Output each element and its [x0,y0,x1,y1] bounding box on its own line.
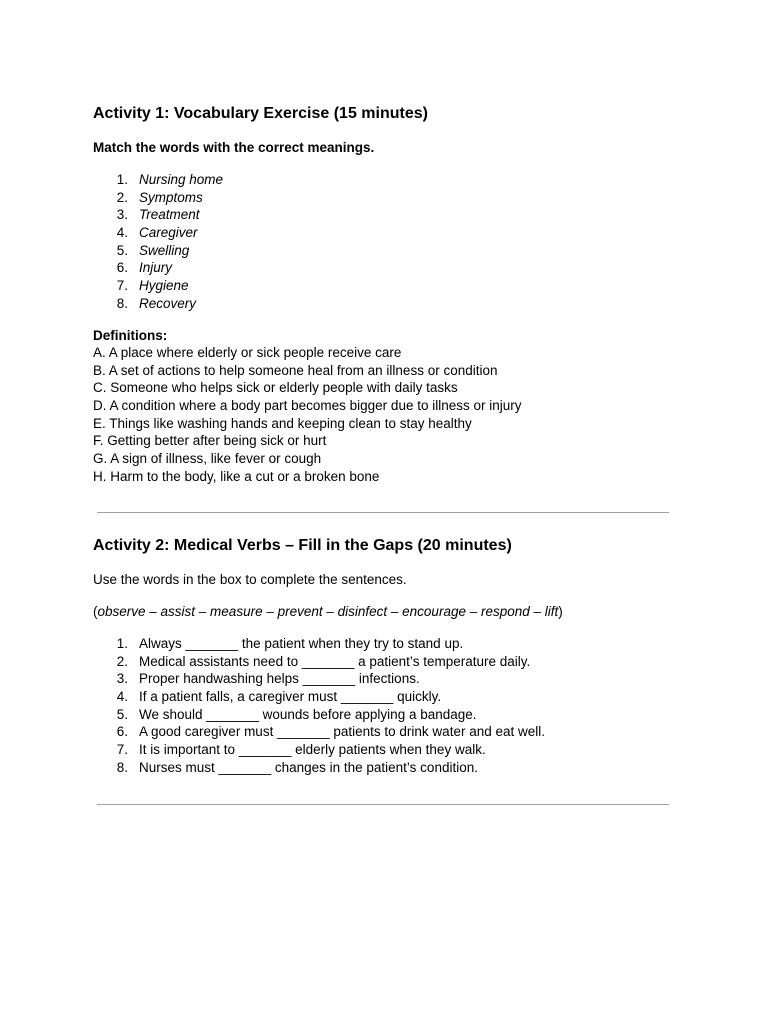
sentence-text: Proper handwashing helps _______ infections. [139,671,420,687]
list-item [93,277,223,295]
list-item [93,723,545,741]
word-box-words: observe – assist – measure – prevent – disinfect – encourage – respond – lift [97,604,559,619]
sentence-list [93,635,545,777]
vocabulary-word: Swelling [139,242,190,258]
list-number: 3. [116,671,128,687]
word-box-close-paren: ) [558,604,563,619]
list-item [93,706,545,724]
definition-item: C. Someone who helps sick or elderly people with daily tasks [93,380,458,396]
list-number: 1. [116,172,128,187]
list-number: 1. [116,636,128,651]
activity2-title: Activity 2: Medical Verbs – Fill in the Gaps (20 minutes) [93,537,512,554]
list-number: 5. [116,242,128,258]
list-number: 8. [116,759,128,775]
section-divider [97,804,669,805]
list-number: 2. [116,189,128,205]
list-item [93,224,223,242]
list-item [93,295,223,313]
list-number: 6. [116,260,128,276]
vocabulary-word: Hygiene [139,278,189,294]
list-item [93,759,545,777]
vocabulary-word: Injury [139,260,173,276]
activity1-title: Activity 1: Vocabulary Exercise (15 minutes) [93,105,428,122]
sentence-text: Nurses must _______ changes in the patient’s condition. [139,759,478,775]
list-number: 3. [116,207,128,223]
list-number: 7. [116,742,128,758]
activity2-instruction: Use the words in the box to complete the sentences. [93,572,407,587]
list-number: 7. [116,278,128,294]
list-item [93,670,545,688]
sentence-text: Always _______ the patient when they try to stand up. [139,636,464,651]
list-number: 2. [116,653,128,669]
definition-item: D. A condition where a body part becomes bigger due to illness or injury [93,398,522,414]
sentence-text: Medical assistants need to _______ a patient’s temperature daily. [139,653,531,669]
word-box-open-paren: ( [93,604,98,619]
activity1-instruction: Match the words with the correct meanings. [93,140,375,155]
list-item [93,242,223,260]
sentence-text: A good caregiver must _______ patients to drink water and eat well. [139,724,545,740]
word-box [93,603,563,621]
definition-item: F. Getting better after being sick or hurt [93,433,327,449]
definitions-list [93,344,522,486]
definition-item: E. Things like washing hands and keeping clean to stay healthy [93,415,472,431]
vocabulary-word-list [93,171,223,313]
definition-item: H. Harm to the body, like a cut or a broken bone [93,468,380,484]
vocabulary-word: Treatment [139,207,200,223]
list-item [93,653,545,671]
list-number: 4. [116,689,128,705]
sentence-text: If a patient falls, a caregiver must _______ quickly. [139,689,442,705]
list-number: 8. [116,295,128,311]
definition-item: B. A set of actions to help someone heal from an illness or condition [93,362,498,378]
vocabulary-word: Symptoms [139,189,203,205]
list-number: 6. [116,724,128,740]
list-item [93,688,545,706]
section-divider [97,512,669,513]
list-item [93,635,545,653]
sentence-text: We should _______ wounds before applying a bandage. [139,706,477,722]
list-item [93,206,223,224]
list-item [93,741,545,759]
definitions-heading: Definitions: [93,328,168,343]
vocabulary-word: Caregiver [139,225,198,241]
vocabulary-word: Nursing home [139,172,224,187]
list-item [93,171,223,189]
list-item [93,259,223,277]
sentence-text: It is important to _______ elderly patients when they walk. [139,742,486,758]
definition-item: G. A sign of illness, like fever or cough [93,451,322,467]
vocabulary-word: Recovery [139,295,197,311]
list-number: 5. [116,706,128,722]
list-number: 4. [116,225,128,241]
definition-item: A. A place where elderly or sick people receive care [93,345,402,360]
list-item [93,189,223,207]
